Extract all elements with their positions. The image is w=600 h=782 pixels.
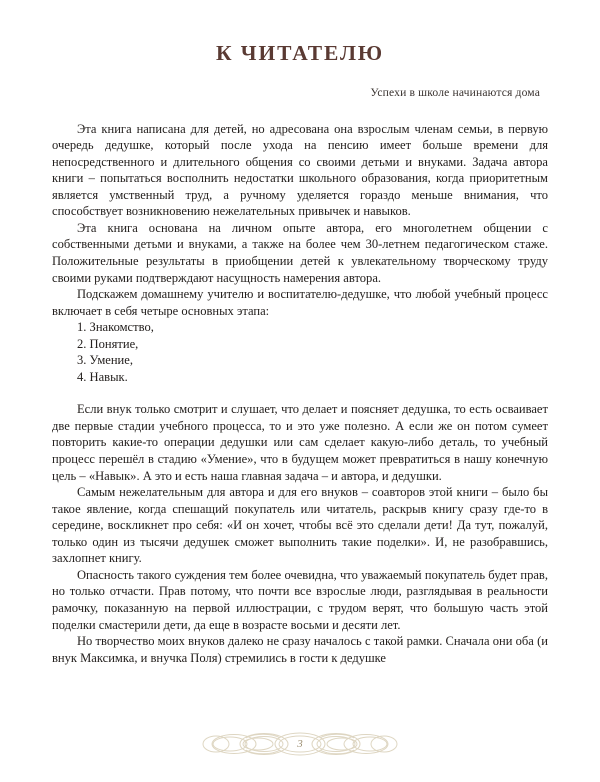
stages-list [52, 319, 548, 385]
body-text [52, 99, 548, 667]
list-item: 3. Умение, [77, 353, 133, 368]
footer-ornament [202, 724, 398, 764]
paragraph-2: Эта книга основана на личном опыте автора, его многолетнем общении с собственными детьми и внуками, а также на более чем 30-летнем педагогическом стаже. Положительные результаты в приобщении детей к увлекательному творческому труду своими руками подтверждают насущность намерения автора. [52, 220, 548, 285]
page-content [52, 0, 548, 666]
paragraph-7: Но творчество моих внуков далеко не сразу началось с такой рамки. Сначала они оба (и внук Максимка, и внучка Поля) стремились в гости к дедушке [52, 634, 548, 665]
paragraph-spacer [52, 385, 548, 401]
paragraph-6: Опасность такого суждения тем более очевидна, что уважаемый покупатель будет прав, но только отчасти. Прав потому, что почти все взрослые люди, разглядывая в реальности рамочку, показанную на первой иллюстрации, с трудом верят, что большую часть этой поделки смастерили дети, да еще в возрасте восьми и десяти лет. [52, 567, 548, 632]
paragraph-5: Самым нежелательным для автора и для его внуков – соавторов этой книги – было бы такое явление, когда спешащий покупатель или читатель, раскрыв книгу сразу где-то в середине, воскликнет про себя: «И он хочет, чтобы всё это сделали дети! Да тут, пожалуй, только один из тысячи дедушек сможет выполнить такие поделки». И, не разобравшись, захлопнет книгу. [52, 485, 548, 566]
page-footer [0, 724, 600, 770]
paragraph-3: Подскажем домашнему учителю и воспитателю-дедушке, что любой учебный процесс включает в себя четыре основных этапа: [52, 287, 548, 318]
list-item: 4. Навык. [77, 369, 128, 384]
paragraph-4: Если внук только смотрит и слушает, что делает и поясняет дедушка, то есть осваивает две первые стадии учебного процесса, то и это уже полезно. А если же он потом сумеет повторить какие-то операции дедушки или сам сделает какую-либо деталь, то учебный процесс перешёл в стадию «Умение», что в будущем может превратиться в нашу конечную цель – «Навык». А это и есть наша главная задача – и автора, и дедушки. [52, 402, 548, 483]
page-number: 3 [297, 738, 303, 750]
epigraph: Успехи в школе начинаются дома [370, 85, 540, 99]
paragraph-1: Эта книга написана для детей, но адресована она взрослым членам семьи, в первую очередь дедушке, который после ухода на пенсию имеет больше времени для непосредственного и длительного общения со своими детьми и внуками. Задача автора книги – попытаться восполнить недостатки школьного образования, когда приоритетным является умственный труд, а ручному уделяется гораздо меньше внимания, что способствует возникновению нежелательных привычек и навыков. [52, 121, 548, 219]
list-item: 2. Понятие, [77, 336, 139, 351]
page-title: К ЧИТАТЕЛЮ [216, 41, 384, 65]
list-item: 1. Знакомство, [77, 320, 154, 335]
